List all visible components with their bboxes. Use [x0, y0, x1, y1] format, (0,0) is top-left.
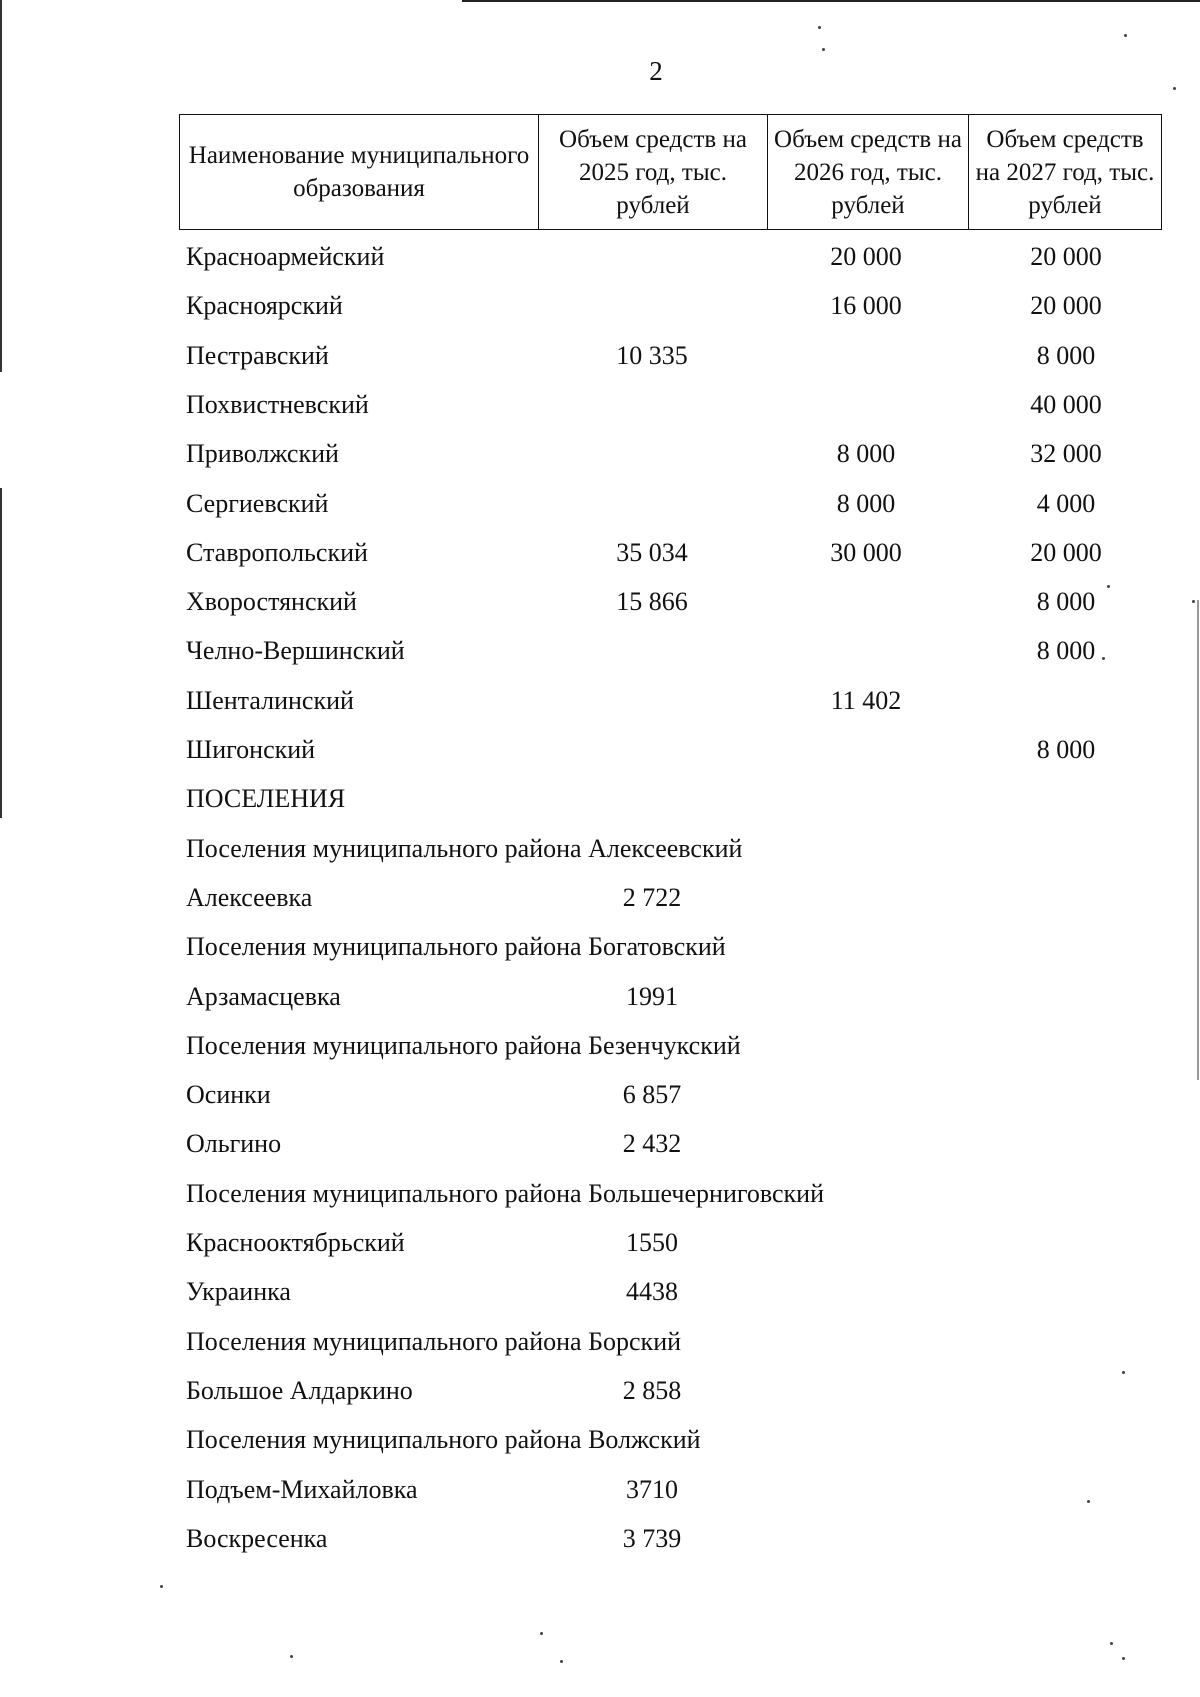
settlement-name: Украинка [186, 1277, 291, 1307]
table-row [0, 337, 1200, 375]
value-2027: 20 000 [1030, 242, 1102, 271]
settlement-name: Воскресенка [186, 1523, 328, 1553]
scan-speck [822, 48, 825, 51]
group-heading-row [0, 928, 1200, 966]
group-heading: Поселения муниципального района Алексеевский [186, 833, 743, 863]
table-header-row [180, 115, 1162, 230]
table-row [0, 682, 1200, 720]
scan-speck [1122, 1371, 1125, 1374]
scan-speck [1110, 1642, 1113, 1645]
value-2025: 10 335 [616, 340, 688, 370]
settlement-name: Алексеевка [186, 882, 313, 912]
municipality-name: Пестравский [186, 340, 329, 370]
table-row [0, 386, 1200, 424]
group-heading: Поселения муниципального района Большечерниговский [186, 1178, 825, 1208]
municipality-name: Ставропольский [186, 537, 368, 567]
table-row [0, 534, 1200, 572]
municipality-name: Хворостянский [186, 587, 357, 617]
value-2026: 8 000 [836, 488, 896, 518]
value-2025: 1991 [626, 981, 678, 1011]
table-row [0, 435, 1200, 473]
municipality-name: Красноармейский [186, 242, 385, 271]
value-2027: 8 000 [1036, 587, 1096, 617]
scan-speck [540, 1632, 543, 1635]
table-row [0, 731, 1200, 769]
value-2025: 1550 [626, 1228, 678, 1257]
value-2025: 6 857 [622, 1080, 682, 1110]
group-heading-row [0, 1323, 1200, 1361]
value-2026: 30 000 [830, 537, 902, 567]
value-2025: 3710 [626, 1474, 678, 1504]
settlement-name: Осинки [186, 1080, 271, 1110]
value-2025: 35 034 [616, 537, 688, 567]
value-2025: 3 739 [622, 1523, 682, 1553]
settlement-name: Арзамасцевка [186, 981, 341, 1011]
scan-speck [1192, 600, 1195, 603]
scan-speck [290, 1655, 293, 1658]
header-2026: Объем средств на 2026 год, тыс. рублей [768, 115, 969, 230]
scan-speck [1173, 87, 1176, 90]
table-row [0, 583, 1200, 621]
value-2025: 2 432 [622, 1129, 682, 1159]
scan-speck [1122, 1657, 1125, 1660]
group-heading-row [0, 1175, 1200, 1213]
value-2025: 15 866 [616, 587, 688, 617]
group-heading: Поселения муниципального района Богатовский [186, 932, 726, 962]
municipality-name: Красноярский [186, 291, 343, 321]
value-2027: 32 000 [1030, 439, 1102, 469]
header-2025: Объем средств на 2025 год, тыс. рублей [539, 115, 768, 230]
municipality-name: Челно-Вершинский [186, 636, 405, 666]
value-2027: 8 000 [1036, 636, 1096, 666]
scan-speck [160, 1585, 163, 1588]
settlement-name: Подъем-Михайловка [186, 1474, 418, 1504]
header-municipality: Наименование муниципального образования [180, 115, 539, 230]
settlement-name: Ольгино [186, 1129, 282, 1159]
table-row [0, 1372, 1200, 1410]
settlement-name: Краснооктябрьский [186, 1228, 405, 1257]
table-row [0, 879, 1200, 917]
table-row [0, 1273, 1200, 1311]
scan-speck [1102, 657, 1105, 660]
page-number: 2 [649, 56, 663, 86]
value-2026: 8 000 [836, 439, 896, 469]
value-2027: 8 000 [1036, 735, 1096, 764]
municipality-name: Шенталинский [186, 685, 354, 715]
municipality-name: Шигонский [186, 735, 316, 764]
value-2026: 20 000 [830, 242, 902, 271]
table-row [0, 1471, 1200, 1509]
scan-speck [818, 26, 821, 29]
table-row [0, 485, 1200, 523]
table-row [0, 287, 1200, 325]
group-heading: Поселения муниципального района Борский [186, 1326, 682, 1356]
settlement-name: Большое Алдаркино [186, 1375, 413, 1405]
scan-speck [560, 1660, 563, 1663]
table-row [0, 1125, 1200, 1163]
scan-speck [1087, 1500, 1090, 1503]
value-2027: 4 000 [1036, 488, 1096, 518]
value-2027: 20 000 [1030, 537, 1102, 567]
municipality-name: Сергиевский [186, 488, 329, 518]
table-row [0, 1076, 1200, 1114]
group-heading-row [0, 1421, 1200, 1459]
section-heading-text: ПОСЕЛЕНИЯ [186, 784, 346, 814]
group-heading-row [0, 1027, 1200, 1065]
group-heading: Поселения муниципального района Волжский [186, 1425, 701, 1455]
table-row [0, 978, 1200, 1016]
scan-border-top [462, 0, 1200, 2]
scan-speck [1124, 34, 1127, 37]
value-2026: 11 402 [830, 685, 902, 715]
table-row [0, 238, 1200, 276]
table-row [0, 1224, 1200, 1262]
group-heading: Поселения муниципального района Безенчукский [186, 1030, 741, 1060]
value-2027: 8 000 [1036, 340, 1096, 370]
municipality-name: Похвистневский [186, 389, 369, 419]
table-header [179, 114, 1162, 230]
scan-speck [1107, 585, 1110, 588]
table-row [0, 632, 1200, 670]
value-2027: 40 000 [1030, 389, 1102, 419]
value-2025: 2 858 [622, 1375, 682, 1405]
value-2025: 4438 [626, 1277, 678, 1307]
municipality-name: Приволжский [186, 439, 339, 469]
section-heading [0, 780, 1200, 818]
value-2027: 20 000 [1030, 291, 1102, 321]
value-2025: 2 722 [622, 882, 682, 912]
group-heading-row [0, 830, 1200, 868]
header-2027: Объем средств на 2027 год, тыс. рублей [969, 115, 1162, 230]
value-2026: 16 000 [830, 291, 902, 321]
table-row [0, 1520, 1200, 1558]
